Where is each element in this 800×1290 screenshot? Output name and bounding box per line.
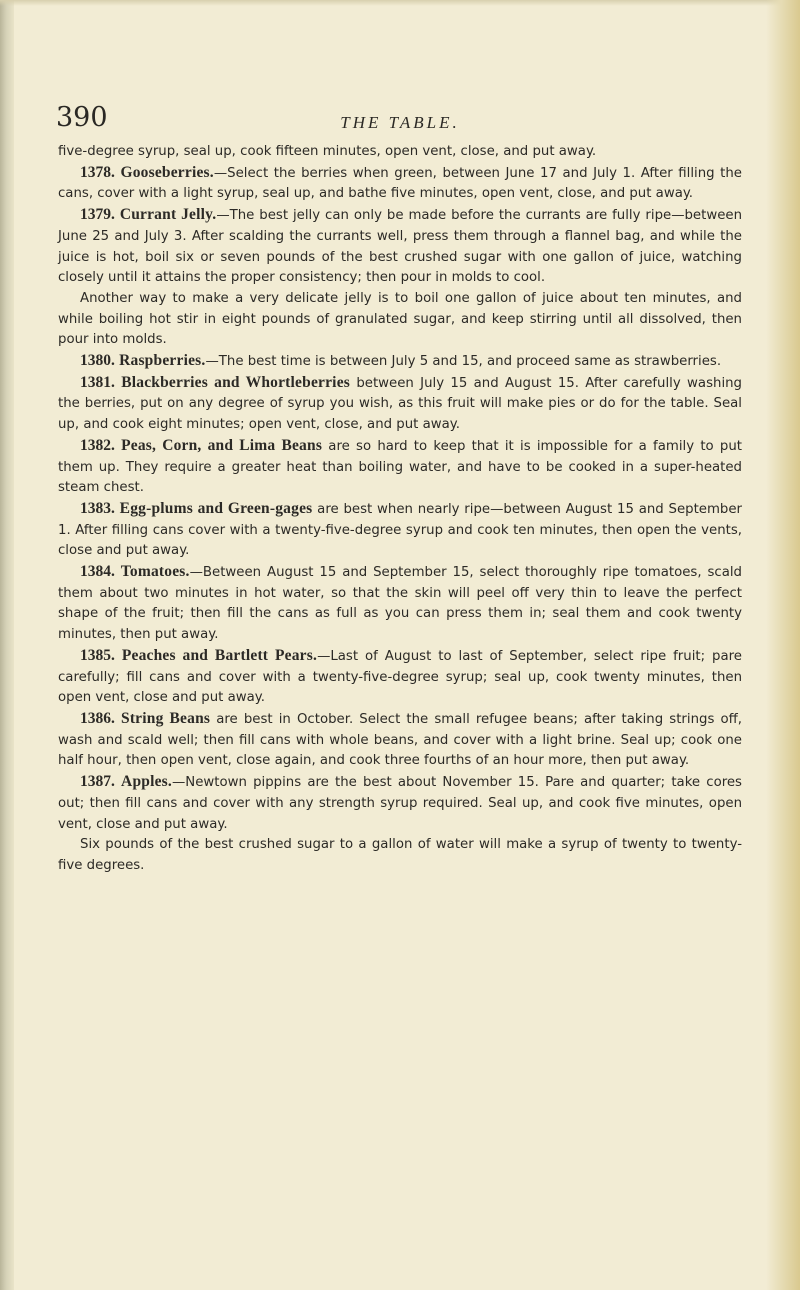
entry-title: Raspberries. (119, 352, 206, 370)
entry-text: —Select the berries when green, between June 17 and July 1. After filling the cans, cover with a light syrup, seal up, and bathe five minutes, open vent, close, and put away. (58, 165, 742, 202)
entry-text: are so hard to keep that it is impossible for a family to put them up. They require a greater heat than boiling water, and have to be cooked in a super-heated steam chest. (58, 438, 742, 496)
page-gutter-shadow (0, 0, 14, 1290)
entry-1385-peaches-pears (58, 646, 742, 709)
entry-1382-peas-corn-lima (58, 436, 742, 499)
entry-title: Peaches and Bartlett Pears. (121, 646, 318, 664)
page-right-edge (766, 0, 800, 1290)
paragraph-text: Six pounds of the best crushed sugar to a gallon of water will make a syrup of twenty to twenty-five degrees. (58, 837, 742, 873)
entry-1387-apples (58, 772, 742, 835)
paragraph-syrup-note (58, 835, 742, 876)
entry-1381-blackberries (58, 373, 742, 436)
entry-1379-currant-jelly (58, 205, 742, 289)
entry-number: 1379. (80, 206, 115, 224)
entry-title: Currant Jelly. (119, 206, 217, 224)
page-top-edge (0, 0, 800, 6)
entry-number: 1382. (80, 436, 115, 454)
entry-number: 1386. (80, 709, 115, 727)
entry-number: 1383. (80, 499, 115, 517)
entry-number: 1387. (80, 773, 115, 791)
entry-text: —Last of August to last of September, select ripe fruit; pare carefully; fill cans and cover with a twenty-five-degree syrup; seal up, cook twenty minutes, then open vent, close and put away. (58, 648, 742, 706)
entry-number: 1381. (80, 373, 115, 391)
entry-title: Apples. (121, 773, 172, 791)
entry-title: Egg-plums and Green-gages (119, 499, 313, 517)
entry-1384-tomatoes (58, 562, 742, 646)
entry-number: 1378. (80, 163, 115, 181)
entry-number: 1384. (80, 563, 115, 581)
entry-text: —Newtown pippins are the best about November 15. Pare and quarter; take cores out; then fill cans and cover with any strength syrup required. Seal up, and cook five minutes, open vent, close and put away. (58, 775, 742, 832)
entry-text: —The best jelly can only be made before the currants are fully ripe—between June 25 and July 3. After scalding the currants well, press them through a flannel bag, and while the juice is hot, boil six or seven pounds of the best crushed sugar with one gallon of juice, watching closely until it attains the proper consistency; then pour in molds to cool. (58, 208, 742, 286)
entry-title: Gooseberries. (120, 163, 214, 181)
entry-1378-gooseberries (58, 163, 742, 205)
running-head: THE TABLE. (340, 113, 460, 132)
entry-1380-raspberries (58, 351, 742, 373)
entry-number: 1380. (80, 352, 115, 370)
entry-text: —Between August 15 and September 15, select thoroughly ripe tomatoes, scald them about two minutes in hot water, so that the skin will peel off very thin to leave the perfect shape of the fruit; then fill the cans as full as you can press them in; seal them and cook twenty minutes, then put away. (58, 565, 743, 643)
entry-text: between July 15 and August 15. After carefully washing the berries, put on any degree of syrup you wish, as this fruit will make pies or do for the table. Seal up, and cook eight minutes; open vent, close, and put away. (58, 375, 743, 433)
paragraph-continuation (58, 142, 742, 163)
entry-1386-string-beans (58, 709, 742, 772)
entry-text: are best in October. Select the small refugee beans; after taking strings off, wash and scald well; then fill cans with whole beans, and cover with a light brine. Seal up; cook one half hour, then open vent, close again, and cook three fourths of an hour more, then put away. (58, 711, 743, 769)
entry-text: —The best time is between July 5 and 15, and proceed same as strawberries. (205, 354, 722, 370)
paragraph-text: five-degree syrup, seal up, cook fifteen minutes, open vent, close, and put away. (58, 144, 597, 159)
entry-title: Peas, Corn, and Lima Beans (121, 436, 323, 454)
text-body (58, 142, 742, 877)
paragraph-jelly-alternative (58, 289, 742, 351)
entry-title: Blackberries and Whortleberries (121, 373, 351, 391)
entry-number: 1385. (80, 646, 115, 664)
page-number: 390 (56, 102, 108, 133)
entry-1383-egg-plums (58, 499, 742, 562)
paragraph-text: Another way to make a very delicate jelly is to boil one gallon of juice about ten minutes, and while boiling hot stir in eight pounds of granulated sugar, and keep stirring until all dissolved, then pour into molds. (58, 290, 742, 348)
entry-title: Tomatoes. (120, 563, 190, 581)
entry-title: String Beans (121, 709, 211, 727)
entry-text: are best when nearly ripe—between August 15 and September 1. After filling cans cover with a twenty-five-degree syrup and cook ten minutes, then open the vents, close and put away. (58, 501, 742, 559)
